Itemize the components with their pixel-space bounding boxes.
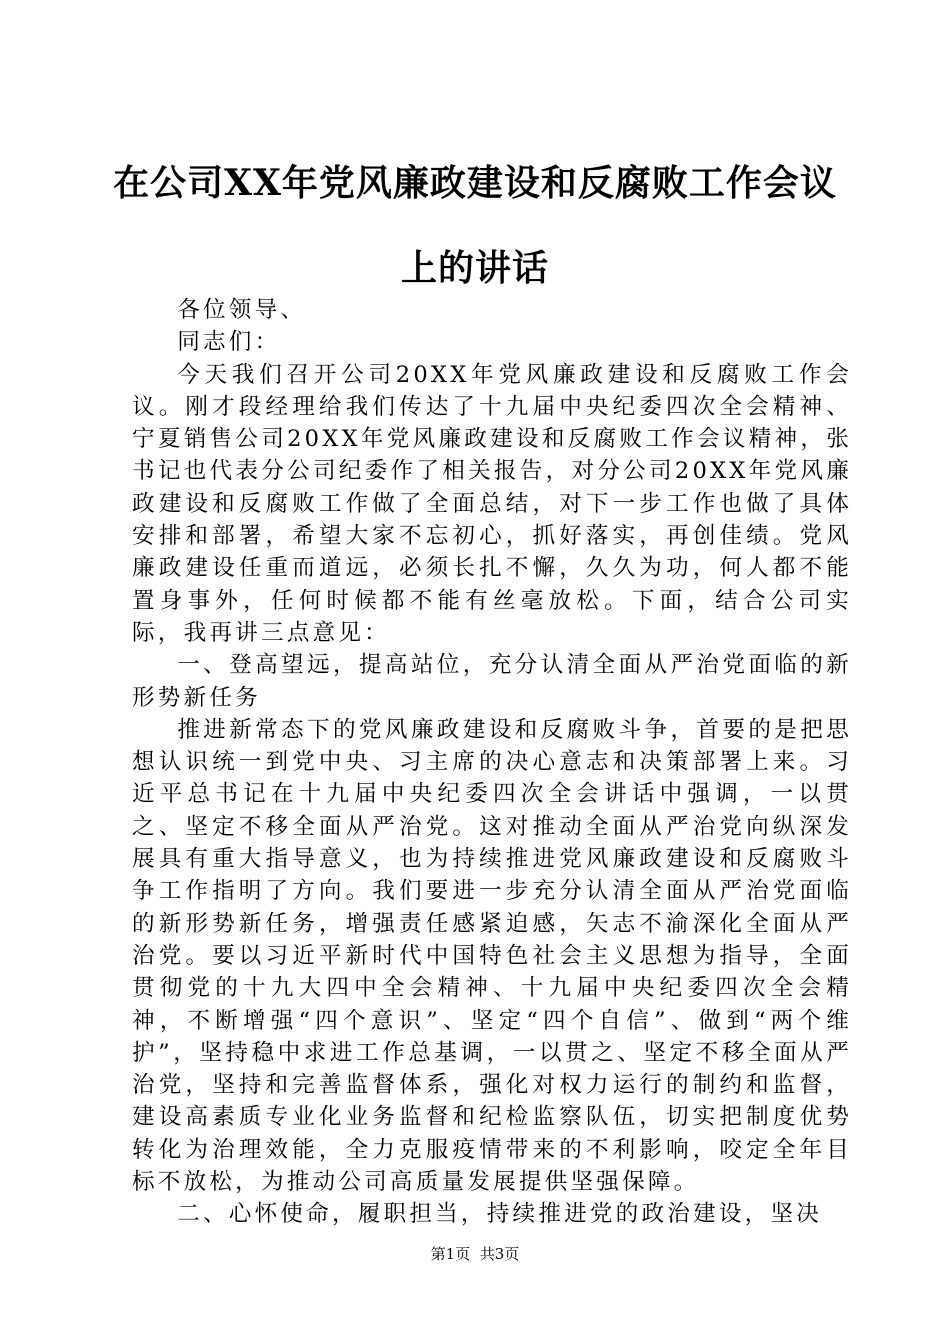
document-title-line-2: 上的讲话: [400, 247, 549, 289]
paragraph-opening: 今天我们召开公司20XX年党风廉政建设和反腐败工作会议。刚才段经理给我们传达了十九届中央纪委四次全会精神、宁夏销售公司20XX年党风廉政建设和反腐败工作会议精神，张书记也代表分公司纪委作了相关报告，对分公司20XX年党风廉政建设和反腐败工作做了全面总结，对下一步工作也做了具体安排和部署，希望大家不忘初心，抓好落实，再创佳绩。党风廉政建设任重而道远，必须长扎不懈，久久为功，何人都不能置身事外，任何时候都不能有丝毫放松。下面，结合公司实际，我再讲三点意见：: [132, 361, 852, 646]
paragraph-section-1: 推进新常态下的党风廉政建设和反腐败斗争，首要的是把思想认识统一到党中央、习主席的决心意志和决策部署上来。习近平总书记在十九届中央纪委四次全会讲话中强调，一以贯之、坚定不移全面从严治党。这对推动全面从严治党向纵深发展具有重大指导意义，也为持续推进党风廉政建设和反腐败斗争工作指明了方向。我们要进一步充分认清全面从严治党面临的新形势新任务，增强责任感紧迫感，矢志不渝深化全面从严治党。要以习近平新时代中国特色社会主义思想为指导，全面贯彻党的十九大四中全会精神、十九届中央纪委四次全会精神，不断增强“四个意识”、坚定“四个自信”、做到“两个维护”，坚持稳中求进工作总基调，一以贯之、坚定不移全面从严治党，坚持和完善监督体系，强化对权力运行的制约和监督，建设高素质专业化业务监督和纪检监察队伍，切实把制度优势转化为治理效能，全力克服疫情带来的不利影响，咬定全年目标不放松，为推动公司高质量发展提供坚强保障。: [132, 716, 852, 1196]
salutation-comrades: 同志们：: [177, 329, 281, 356]
page-total: 共3页: [479, 1245, 520, 1263]
page-number: 第1页: [430, 1245, 471, 1263]
section-heading-2: 二、心怀使命，履职担当，持续推进党的政治建设，坚决: [177, 1201, 823, 1228]
salutation-leaders: 各位领导、: [177, 297, 307, 323]
page-footer: [0, 1244, 950, 1264]
document-body: [132, 294, 852, 1231]
document-title-line-1: 在公司XX年党风廉政建设和反腐败工作会议: [113, 162, 837, 204]
section-heading-1: 一、登高望远，提高站位，充分认清全面从严治党面临的新形势新任务: [132, 652, 852, 711]
